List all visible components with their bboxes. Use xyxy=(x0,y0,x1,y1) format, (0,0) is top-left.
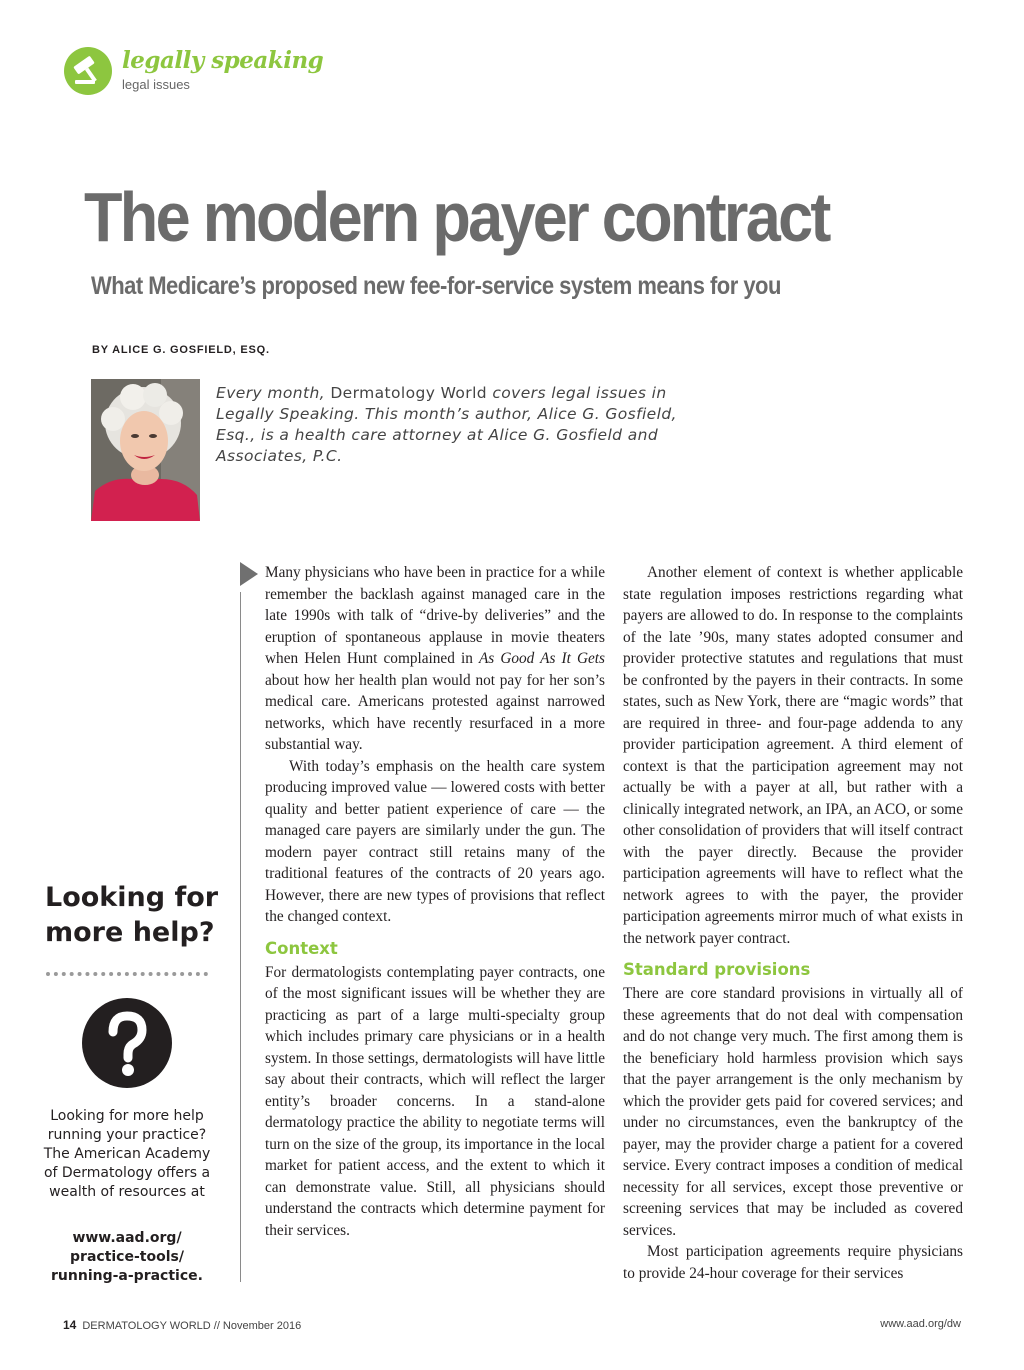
sidebar-vertical-rule xyxy=(240,592,241,1282)
sidebar-heading: Looking for more help? xyxy=(45,882,219,948)
body-paragraph xyxy=(265,562,605,756)
footer-publication: DERMATOLOGY WORLD // November 2016 xyxy=(82,1320,302,1332)
body-paragraph: Most participation agreements require physicians to provide 24-hour coverage for their services xyxy=(623,1243,963,1282)
footer-url[interactable]: www.aad.org/dw xyxy=(880,1318,961,1330)
sidebar-link-suffix: . xyxy=(197,1268,203,1284)
bio-publication-name: Dermatology World xyxy=(330,384,488,402)
bio-text-rest: covers legal issues in Legally Speaking. This month’s author, Alice G. Gosfield, Esq., is a health care attorney at Alice G. Gosfield and Associates, P.C. xyxy=(216,384,677,465)
section-heading-context: Context xyxy=(265,938,338,958)
section-badge xyxy=(64,47,112,95)
section-heading-standard-provisions: Standard provisions xyxy=(623,960,811,979)
body-paragraph: Another element of context is whether applicable state regulation imposes restrictions regarding what payers are allowed to do. In response to the complaints of the late ’90s, many states adopted consumer and provider protective statutes and regulations that must be confronted by the payers in their contracts. In some states, such as New York, there are “magic words” that are required in three- and four-page addenda to any provider participation agreement. A third element of context is that the participation agreement may not actually be with a payer at all, but rather with a clinically integrated network, an IPA, an ACO, or some other consolidation of providers that will itself contract with the payer directly. Because the provider participation agreements will have to reflect what the network agrees to with the payer, the provider participation agreements mirror much of what exists in the network payer contract. xyxy=(623,564,963,947)
body-paragraph: For dermatologists contemplating payer contracts, one of the most significant issues will be whether they are practicing as part of a large multi-specialty group which includes primary care physicians or in a health system. In those settings, dermatologists will have little say about their contracts, which will reflect the larger entity’s broader concerns. In a stand-alone dermatology practice the ability to negotiate terms will turn on the size of the group, its importance in the local market for patient access, and the extent to which it can demonstrate value. Still, all physicians should understand the contracts which determine payment for their services. xyxy=(265,963,605,1239)
question-mark-icon xyxy=(82,998,172,1088)
paragraph-text: Many physicians who have been in practice for a while remember the backlash against managed care in the late 1990s with talk of “drive-by deliveries” and the eruption of spontaneous applause in movie theaters when Helen Hunt complained in xyxy=(265,564,605,667)
body-paragraph: With today’s emphasis on the health care system producing improved value — lowered costs with better quality and better patient experience of care — the managed care payers are similarly under the gun. The modern payer contract still retains many of the traditional features of the contracts of 20 years ago. However, there are new types of provisions that reflect the changed context. xyxy=(265,757,605,925)
footer-folio xyxy=(63,1318,301,1332)
body-column-1 xyxy=(265,562,605,1241)
sidebar-divider xyxy=(46,972,208,976)
author-bio xyxy=(216,383,686,467)
section-kicker-title: legally speaking xyxy=(122,47,324,74)
sidebar-text: Looking for more help running your practice? The American Academy of Dermatology offers a wealth of resources at xyxy=(43,1108,211,1200)
article-start-arrow-icon xyxy=(240,562,258,586)
author-photo xyxy=(91,379,200,521)
section-kicker-subtitle: legal issues xyxy=(122,77,190,92)
body-paragraph: There are core standard provisions in virtually all of these agreements that do not deal with compensation and do not change very much. The first among them is the beneficiary hold harmless provision which says that the payer arrangement is the only mechanism by which the provider gets paid for covered services; and under no circumstances, even the bankruptcy of the payer, may the provider charge a patient for a covered service. Every contract imposes a condition of medical necessity for all services, except those preventive or screening services that may be included as covered services. xyxy=(623,985,963,1239)
bio-text-lead: Every month, xyxy=(216,384,331,402)
article-title: The modern payer contract xyxy=(84,178,829,256)
body-column-2 xyxy=(623,562,963,1284)
article-subtitle: What Medicare’s proposed new fee-for-service system means for you xyxy=(91,272,781,300)
gavel-icon xyxy=(64,47,112,95)
byline: BY ALICE G. GOSFIELD, ESQ. xyxy=(92,344,270,356)
film-title: As Good As It Gets xyxy=(478,650,605,667)
sidebar-link-block xyxy=(40,1229,214,1286)
paragraph-text: about how her health plan would not pay for her son’s medical care. Americans protested against narrowed networks, which have recently resurfaced in a more substantial way. xyxy=(265,671,605,753)
practice-resources-link[interactable]: www.aad.org/ practice-tools/ running-a-practice xyxy=(51,1230,198,1284)
page-number: 14 xyxy=(63,1318,77,1332)
